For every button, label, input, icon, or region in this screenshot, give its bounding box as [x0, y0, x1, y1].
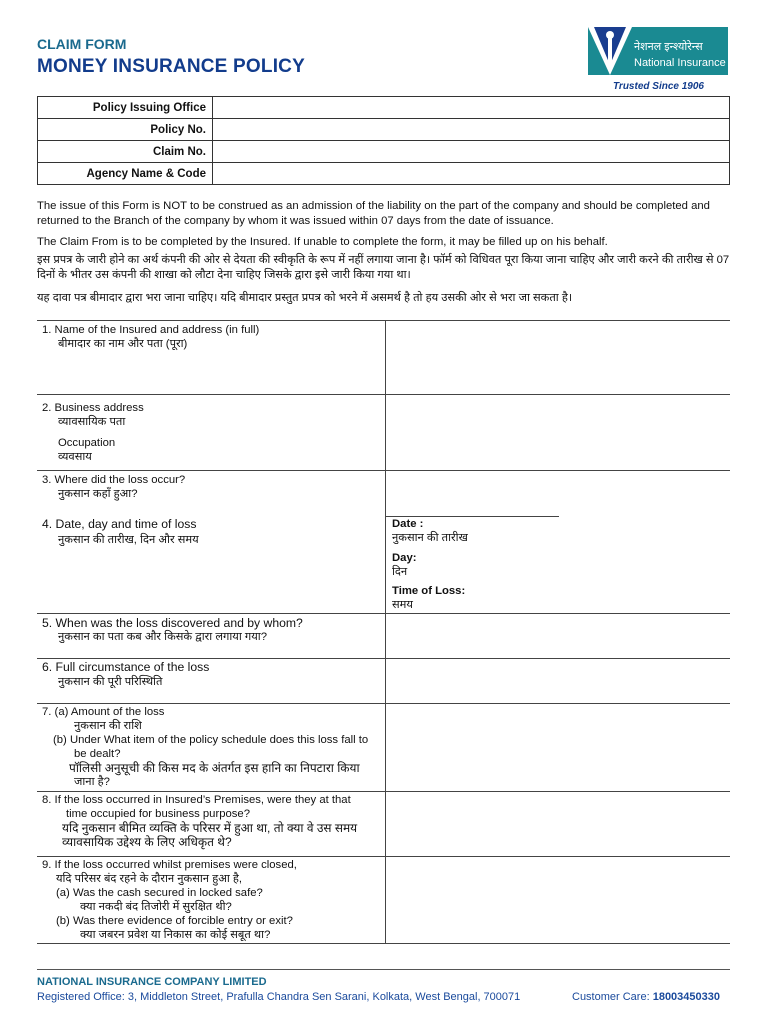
info-label: Agency Name & Code [38, 163, 213, 185]
note-hindi-1: इस प्रपत्र के जारी होने का अर्थ कंपनी की ओर से देयता की स्वीकृति के रूप में नहीं लगाया जाना है। फॉर्म को विधिवत पूरा किया जाना चाहिए और जारी करने की तारीख से 07 दिनों के भीतर उस कंपनी की शाखा को लौटा देना चाहिए जिसके द्वारा इसे जारी किया गया था। [37, 254, 730, 281]
question-7b-english-2: be dealt? [74, 748, 121, 760]
info-label: Policy Issuing Office [38, 97, 213, 119]
question-8 [42, 793, 357, 849]
note-english-2: The Claim From is to be completed by the Insured. If unable to complete the form, it may be filled up on his behalf. [37, 236, 608, 248]
customer-care-label: Customer Care: [572, 991, 650, 1003]
question-3 [42, 473, 185, 501]
question-9 [42, 858, 297, 942]
question-6-english: 6. Full circumstance of the loss [42, 660, 210, 674]
loss-date-time-block [392, 517, 468, 612]
question-9a-english: (a) Was the cash secured in locked safe? [56, 887, 263, 899]
answer-field-3[interactable] [386, 471, 730, 516]
question-3-hindi: नुकसान कहाँ हुआ? [58, 488, 138, 500]
logo-emblem-icon [588, 27, 632, 75]
logo-hindi-text: नेशनल इन्श्योरेन्स [634, 41, 703, 53]
loss-time-label: Time of Loss: [392, 585, 466, 597]
question-7a-hindi: नुकसान की राशि [74, 720, 142, 732]
info-row-claim-no [38, 141, 730, 163]
question-6-hindi: नुकसान की पूरी परिस्थिति [58, 676, 163, 688]
question-4-hindi: नुकसान की तारीख, दिन और समय [58, 534, 199, 546]
answer-field-6[interactable] [386, 659, 730, 703]
loss-date-label: Date : [392, 518, 424, 530]
question-5-english: 5. When was the loss discovered and by whom? [42, 616, 303, 630]
question-5-hindi: नुकसान का पता कब और किसके द्वारा लगाया गया? [58, 631, 268, 643]
answer-field-9[interactable] [386, 857, 730, 943]
footer-company-name: NATIONAL INSURANCE COMPANY LIMITED [37, 976, 267, 988]
national-insurance-logo [588, 27, 728, 75]
policy-info-table [37, 96, 730, 185]
note-english-1: The issue of this Form is NOT to be construed as an admission of the liability on the part of the company and should be completed and returned to the Branch of the company by whom it was issued within 07 days from the date of issuance. [37, 200, 710, 227]
question-2b-english: Occupation [58, 437, 116, 449]
answer-field-8[interactable] [386, 792, 730, 856]
policy-issuing-office-field[interactable] [213, 97, 730, 119]
question-4-english: 4. Date, day and time of loss [42, 517, 197, 531]
question-2 [42, 401, 144, 464]
loss-day-label: Day: [392, 552, 417, 564]
answer-field-5[interactable] [386, 614, 730, 658]
question-9b-hindi: क्या जबरन प्रवेश या निकास का कोई सबूत था? [80, 929, 271, 941]
footer-customer-care [572, 991, 720, 1003]
policy-title: MONEY INSURANCE POLICY [37, 56, 305, 77]
answer-field-1[interactable] [386, 321, 730, 394]
question-8-english-1: 8. If the loss occurred in Insured’s Premises, were they at that [42, 794, 351, 806]
question-7b-english-1: (b) Under What item of the policy schedule does this loss fall to [53, 734, 369, 746]
footer-registered-office: Registered Office: 3, Middleton Street, Prafulla Chandra Sen Sarani, Kolkata, West Bengal, 700071 [37, 991, 521, 1003]
question-9-english: 9. If the loss occurred whilst premises were closed, [42, 859, 297, 871]
question-1 [42, 323, 259, 351]
question-6 [42, 660, 209, 689]
logo-english-text: National Insurance [634, 57, 726, 69]
answer-field-2[interactable] [386, 395, 730, 470]
question-2b-hindi: व्यवसाय [58, 451, 92, 463]
grid-line [37, 943, 730, 944]
question-7b-hindi-2: जाना है? [74, 776, 110, 788]
claim-no-field[interactable] [213, 141, 730, 163]
question-1-hindi: बीमादार का नाम और पता (पूरा) [58, 338, 188, 350]
answer-field-4[interactable] [560, 517, 730, 613]
footer-divider [37, 969, 730, 970]
question-9a-hindi: क्या नकदी बंद तिजोरी में सुरक्षित थी? [80, 901, 232, 913]
answer-field-7[interactable] [386, 704, 730, 791]
question-2-hindi: व्यावसायिक पता [58, 416, 126, 428]
question-8-hindi-1: यदि नुकसान बीमित व्यक्ति के परिसर में हुआ था, तो क्या वे उस समय [62, 821, 358, 835]
question-7b-hindi-1: पॉलिसी अनुसूची की किस मद के अंतर्गत इस हानि का निपटारा किया [69, 761, 360, 775]
form-title: CLAIM FORM [37, 36, 127, 52]
tagline: Trusted Since 1906 [613, 81, 704, 92]
question-1-english: 1. Name of the Insured and address (in full) [42, 324, 260, 336]
question-7 [42, 705, 368, 789]
info-row-policy-no [38, 119, 730, 141]
question-2-english: 2. Business address [42, 402, 144, 414]
question-4 [42, 517, 199, 547]
question-3-english: 3. Where did the loss occur? [42, 474, 186, 486]
loss-date-hindi: नुकसान की तारीख [392, 532, 468, 544]
question-5 [42, 616, 303, 644]
info-label: Policy No. [38, 119, 213, 141]
question-8-hindi-2: व्यावसायिक उद्देश्य के लिए अधिकृत थे? [62, 835, 232, 849]
question-9b-english: (b) Was there evidence of forcible entry or exit? [56, 915, 293, 927]
question-7a-english: 7. (a) Amount of the loss [42, 706, 165, 718]
policy-no-field[interactable] [213, 119, 730, 141]
customer-care-number: 18003450330 [652, 991, 720, 1003]
note-hindi-2: यह दावा पत्र बीमादार द्वारा भरा जाना चाहिए। यदि बीमादार प्रस्तुत प्रपत्र को भरने में असमर्थ है तो हय उसकी ओर से भरा जा सकता है। [37, 292, 573, 304]
loss-time-hindi: समय [392, 599, 413, 611]
loss-day-hindi: दिन [392, 566, 408, 578]
info-label: Claim No. [38, 141, 213, 163]
agency-name-code-field[interactable] [213, 163, 730, 185]
info-row-issuing-office [38, 97, 730, 119]
question-8-english-2: time occupied for business purpose? [66, 808, 250, 820]
info-row-agency [38, 163, 730, 185]
question-9-hindi: यदि परिसर बंद रहने के दौरान नुकसान हुआ है, [56, 873, 243, 885]
